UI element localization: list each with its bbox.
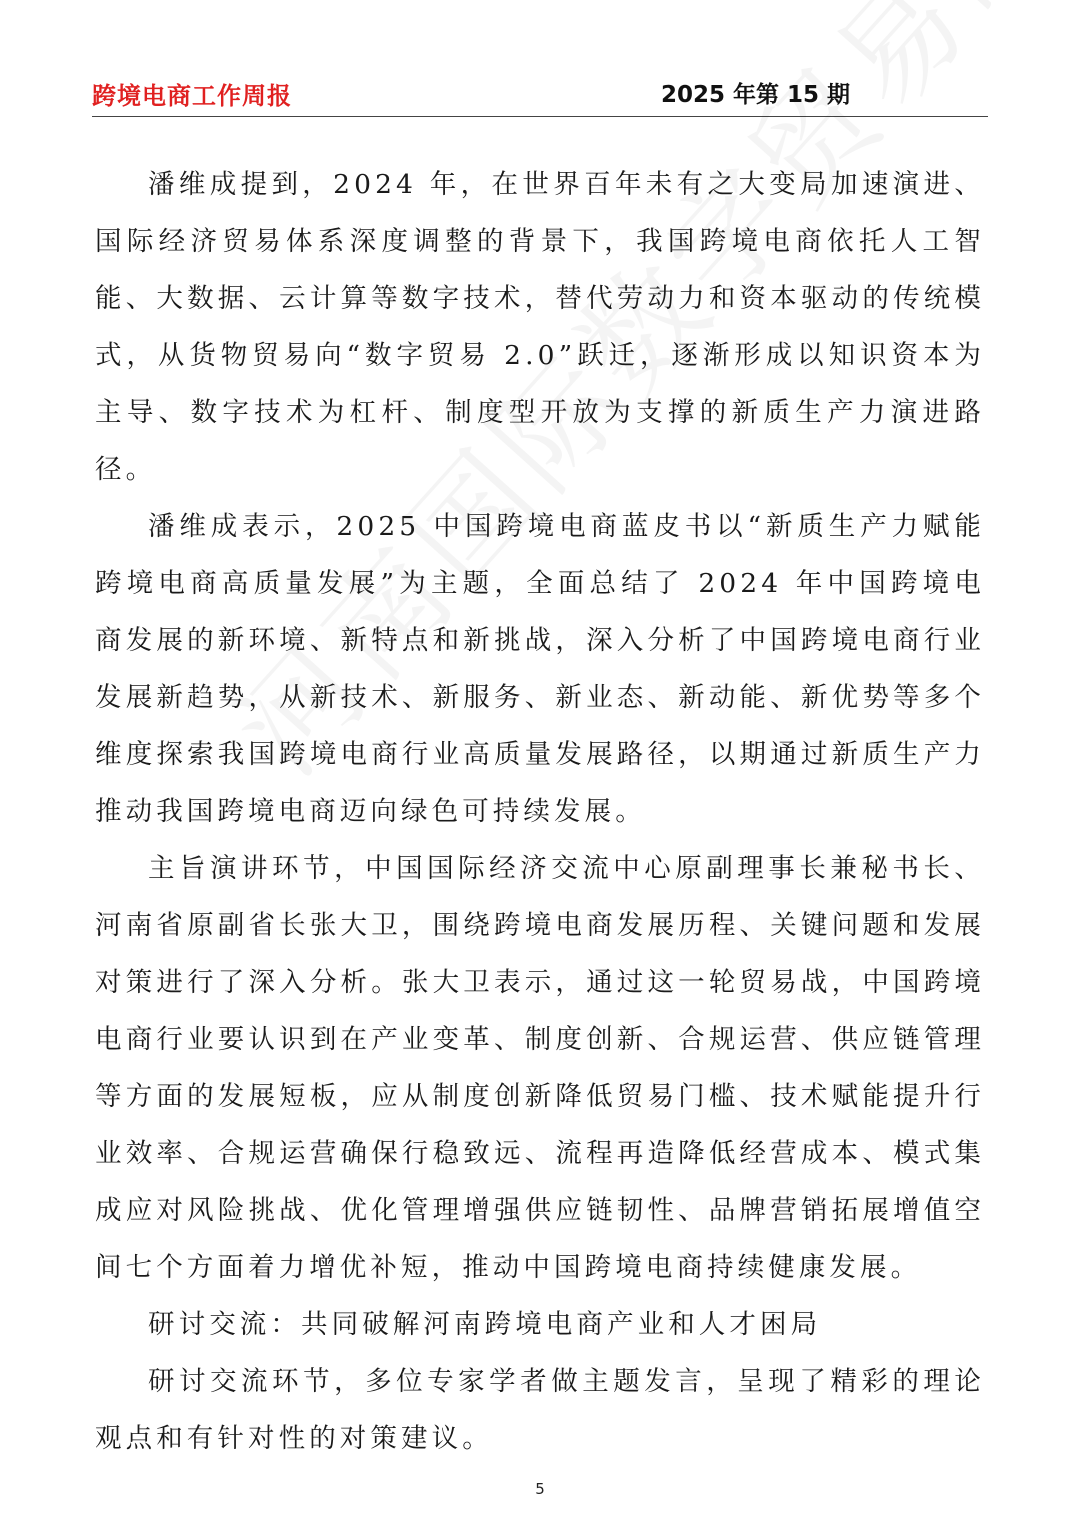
paragraph-4: 研讨交流环节，多位专家学者做主题发言，呈现了精彩的理论观点和有针对性的对策建议。 [95,1366,985,1454]
issue-number: 2025 年第 15 期 [660,82,850,108]
article-body [95,156,985,1467]
paragraph-1: 潘维成提到，2024 年，在世界百年未有之大变局加速演进、国际经济贸易体系深度调整的背景下，我国跨境电商依托人工智能、大数据、云计算等数字技术，替代劳动力和资本驱动的传统模式，从货物贸易向“数字贸易 2.0”跃迁，逐渐形成以知识资本为主导、数字技术为杠杆、制度型开放为支撑的新质生产力演进路径。 [95,169,985,485]
paragraph-2: 潘维成表示，2025 中国跨境电商蓝皮书以“新质生产力赋能跨境电商高质量发展”为主题，全面总结了 2024 年中国跨境电商发展的新环境、新特点和新挑战，深入分析了中国跨境电商行业发展新趋势，从新技术、新服务、新业态、新动能、新优势等多个维度探索我国跨境电商行业高质量发展路径，以期通过新质生产力推动我国跨境电商迈向绿色可持续发展。 [95,511,985,827]
publication-title: 跨境电商工作周报 [92,82,292,110]
section-heading: 研讨交流：共同破解河南跨境电商产业和人才困局 [148,1309,822,1340]
page-number: 5 [535,1480,545,1498]
page-header [92,76,988,117]
paragraph-3: 主旨演讲环节，中国国际经济交流中心原副理事长兼秘书长、河南省原副省长张大卫，围绕跨境电商发展历程、关键问题和发展对策进行了深入分析。张大卫表示，通过这一轮贸易战，中国跨境电商行业要认识到在产业变革、制度创新、合规运营、供应链管理等方面的发展短板，应从制度创新降低贸易门槛、技术赋能提升行业效率、合规运营确保行稳致远、流程再造降低经营成本、模式集成应对风险挑战、优化管理增强供应链韧性、品牌营销拓展增值空间七个方面着力增优补短，推动中国跨境电商持续健康发展。 [95,853,985,1283]
